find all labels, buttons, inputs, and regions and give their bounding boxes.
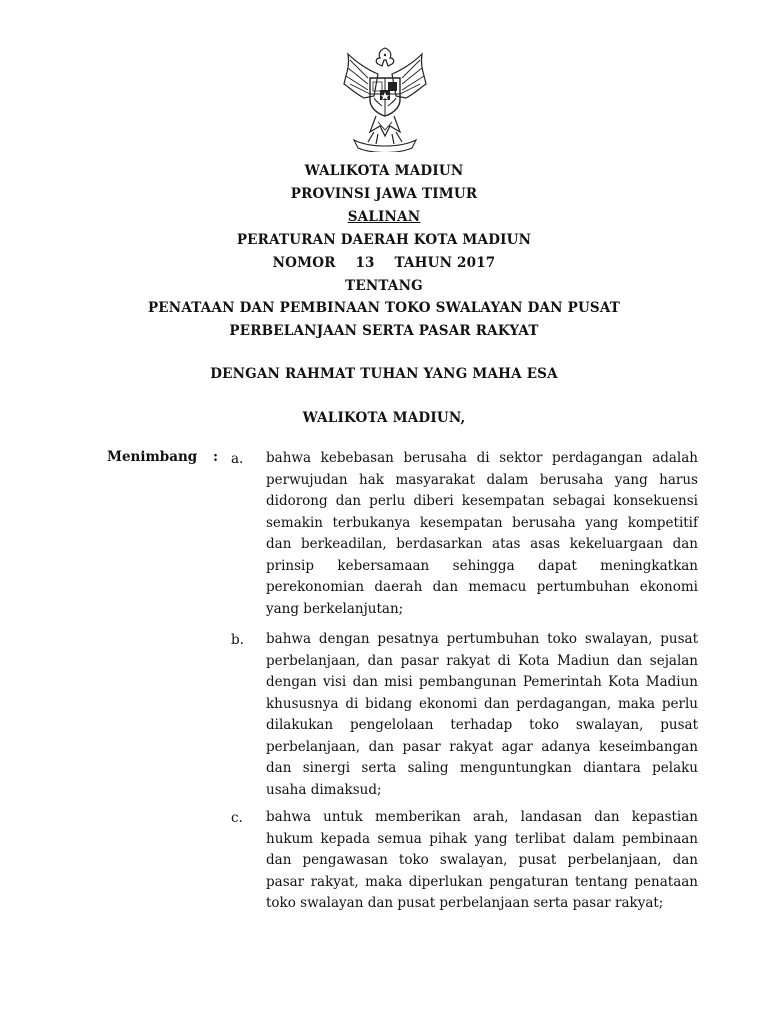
header-about: TENTANG [345, 278, 423, 294]
header-official: WALIKOTA MADIUN [304, 163, 464, 179]
item-text-a: bahwa kebebasan berusaha di sektor perdagangan adalah perwujudan hak masyarakat dalam berusaha yang harus didorong dan perlu diberi kesempatan sebagai konsekuensi semakin terbukanya kesempatan berusaha yang kompetitif dan berkeadilan, berdasarkan atas asas kekeluargaan dan prinsip kebersamaan sehingga dapat meningkatkan perekonomian daerah dan memacu pertumbuhan ekonomi yang berkelanjutan; [266, 450, 698, 617]
header-number [0, 255, 768, 271]
item-letter-b: b. [231, 632, 244, 648]
item-text-b: bahwa dengan pesatnya pertumbuhan toko swalayan, pusat perbelanjaan, dan pasar rakyat di Kota Madiun dan sejalan dengan visi dan misi pembangunan Pemerintah Kota Madiun khususnya di bidang ekonomi dan perdagangan, maka perlu dilakukan pengelolaan terhadap toko swalayan, pusat perbelanjaan, dan pasar rakyat agar adanya keseimbangan dan sinergi serta saling menguntungkan diantara pelaku usaha dimaksud; [266, 631, 698, 798]
header-copy-mark: SALINAN [347, 209, 421, 225]
considering-label: Menimbang [107, 449, 198, 465]
item-letter-a: a. [231, 451, 244, 467]
header-subject-line1: PENATAAN DAN PEMBINAAN TOKO SWALAYAN DAN PUSAT [147, 300, 621, 316]
header-province: PROVINSI JAWA TIMUR [290, 186, 478, 202]
considering-colon: : [213, 449, 218, 465]
number-label: NOMOR [272, 255, 336, 271]
header-blessing: DENGAN RAHMAT TUHAN YANG MAHA ESA [210, 366, 558, 382]
header-subject-line2: PERBELANJAAN SERTA PASAR RAKYAT [229, 323, 539, 339]
number-value: 13 [355, 255, 375, 271]
item-letter-c: c. [231, 810, 243, 826]
header-regulation: PERATURAN DAERAH KOTA MADIUN [236, 232, 532, 248]
item-text-c: bahwa untuk memberikan arah, landasan dan kepastian hukum kepada semua pihak yang terlibat dalam pembinaan dan pengawasan toko swalayan, pusat perbelanjaan, dan pasar rakyat, maka diperlukan pengaturan tentang penataan toko swalayan dan pusat perbelanjaan serta pasar rakyat; [266, 809, 698, 911]
garuda-emblem-icon [340, 44, 430, 152]
year-label: TAHUN 2017 [394, 255, 496, 271]
header-issuer: WALIKOTA MADIUN, [302, 410, 466, 426]
